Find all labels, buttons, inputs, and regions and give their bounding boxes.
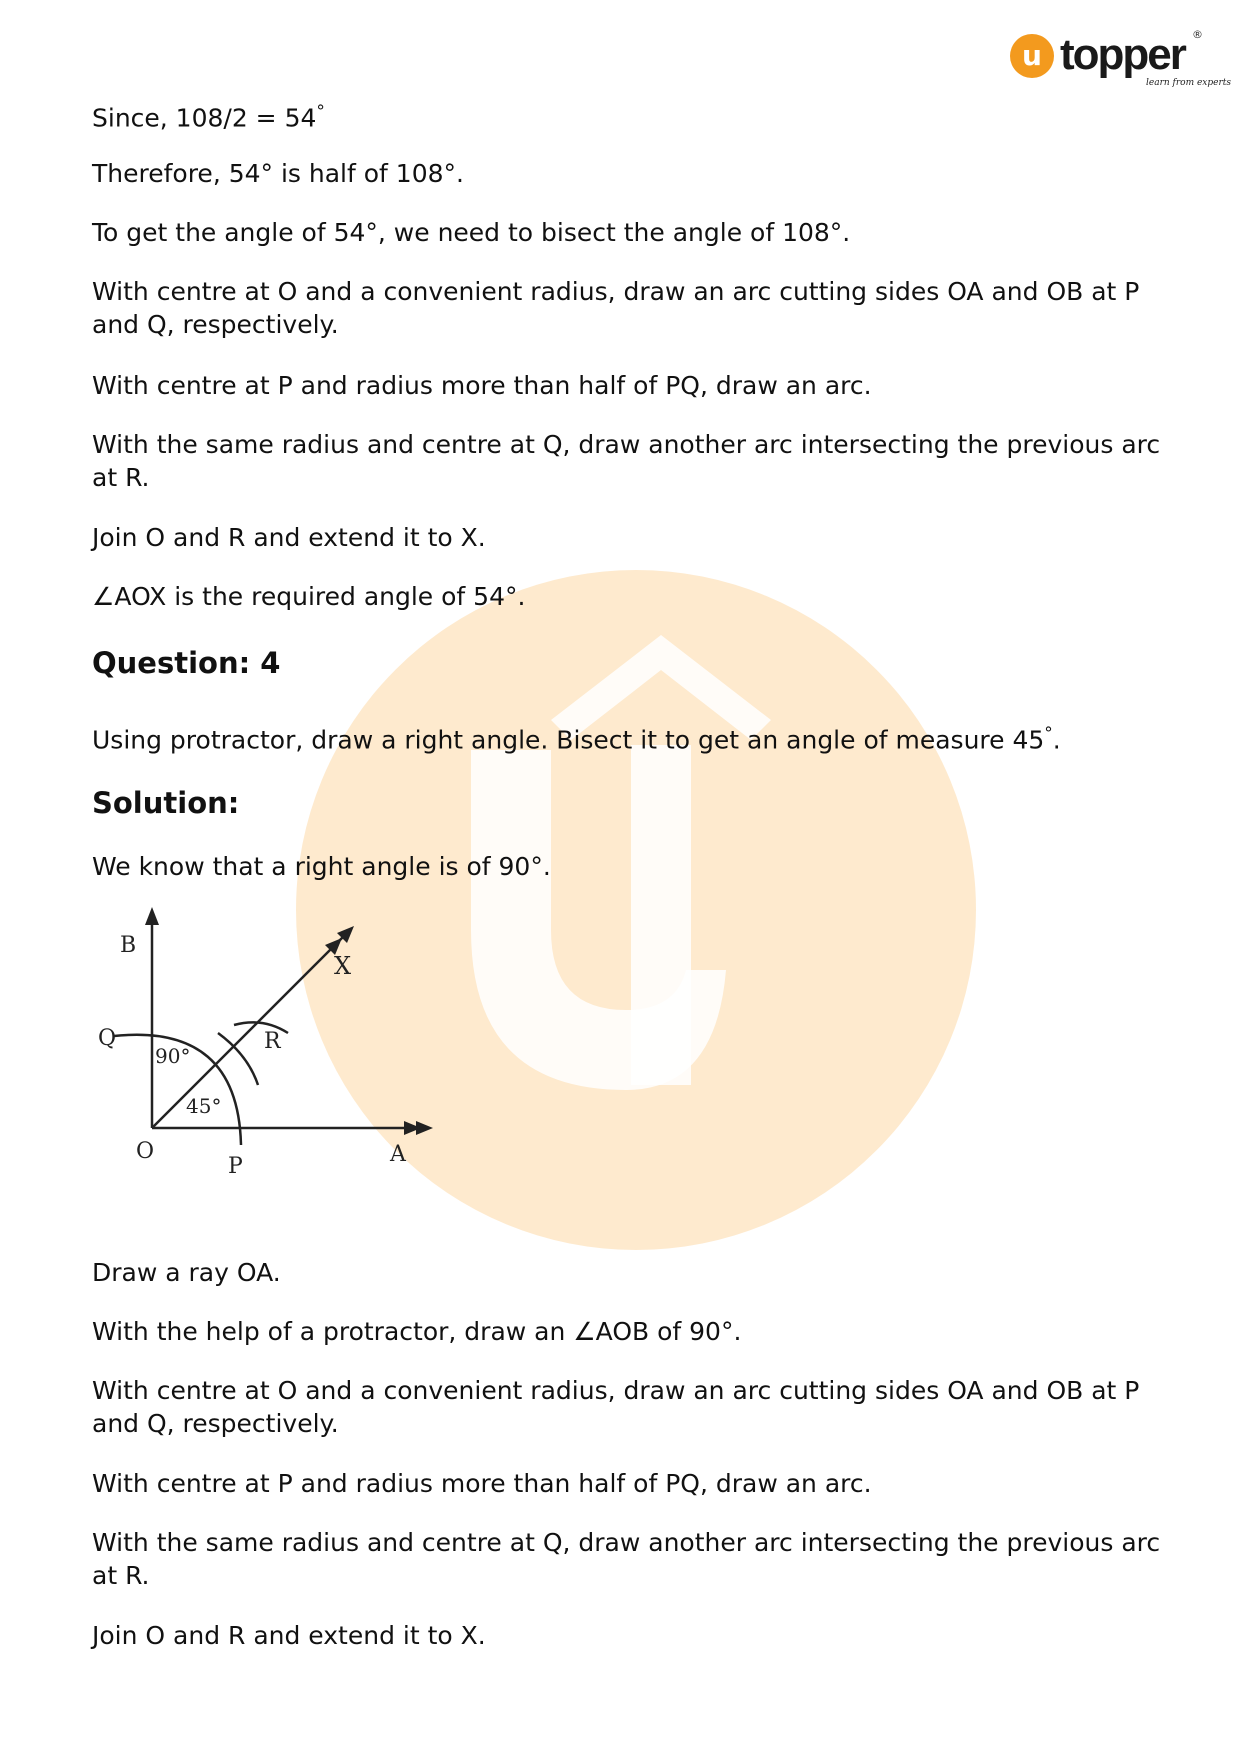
question-4-body: Using protractor, draw a right angle. Bisect it to get an angle of measure 45 bbox=[92, 725, 1045, 755]
label-x: X bbox=[334, 952, 352, 980]
question-4-text bbox=[92, 718, 1162, 756]
ray-ox bbox=[152, 930, 350, 1128]
since-text: Since, 108/2 = 54 bbox=[92, 103, 317, 133]
arrow-b bbox=[145, 907, 159, 925]
step-protractor: With the help of a protractor, draw an ∠AOB of 90°. bbox=[92, 1317, 742, 1346]
logo-tagline: learn from experts bbox=[1146, 78, 1232, 88]
question-4-period: . bbox=[1052, 725, 1061, 755]
step-arc-centre-q: With the same radius and centre at Q, draw another arc intersecting the previous arc at R. bbox=[92, 430, 1161, 492]
angle-90-label: 90° bbox=[155, 1044, 191, 1068]
step2-arc-centre-q: With the same radius and centre at Q, draw another arc intersecting the previous arc at R. bbox=[92, 1528, 1161, 1590]
label-r: R bbox=[264, 1029, 281, 1054]
step-draw-ray: Draw a ray OA. bbox=[92, 1258, 281, 1287]
label-p: P bbox=[228, 1154, 243, 1179]
angle-45-label: 45° bbox=[186, 1094, 222, 1118]
conclusion-line: ∠AOX is the required angle of 54°. bbox=[92, 582, 526, 611]
step-join-o-r: Join O and R and extend it to X. bbox=[92, 523, 486, 552]
logo-u-icon: u bbox=[1010, 34, 1054, 78]
step2-arc-centre-o: With centre at O and a convenient radius, draw an arc cutting sides OA and OB at P and Q, respectively. bbox=[92, 1376, 1140, 1438]
question-4-degree: ° bbox=[1044, 724, 1053, 744]
step2-join-o-r: Join O and R and extend it to X. bbox=[92, 1621, 486, 1650]
topper-logo bbox=[1010, 28, 1232, 90]
label-a: A bbox=[390, 1142, 406, 1167]
step2-arc-centre-p: With centre at P and radius more than half of PQ, draw an arc. bbox=[92, 1469, 872, 1498]
since-degree: ° bbox=[316, 102, 325, 122]
label-q: Q bbox=[98, 1026, 117, 1051]
logo-registered-mark: ® bbox=[1192, 28, 1203, 41]
label-b: B bbox=[120, 933, 137, 958]
logo-wordmark: topper bbox=[1060, 30, 1185, 79]
step-arc-centre-p: With centre at P and radius more than half of PQ, draw an arc. bbox=[92, 371, 872, 400]
to-get-line: To get the angle of 54°, we need to bisect the angle of 108°. bbox=[92, 218, 851, 247]
step-arc-centre-o: With centre at O and a convenient radius, draw an arc cutting sides OA and OB at P and Q, respectively. bbox=[92, 277, 1140, 339]
bisect-right-angle-figure bbox=[88, 905, 448, 1185]
question-4-heading: Question: 4 bbox=[92, 646, 281, 680]
solution-heading: Solution: bbox=[92, 786, 240, 820]
therefore-line: Therefore, 54° is half of 108°. bbox=[92, 159, 464, 188]
label-o: O bbox=[136, 1139, 155, 1164]
solution-intro: We know that a right angle is of 90°. bbox=[92, 852, 551, 881]
since-line bbox=[92, 96, 1162, 134]
